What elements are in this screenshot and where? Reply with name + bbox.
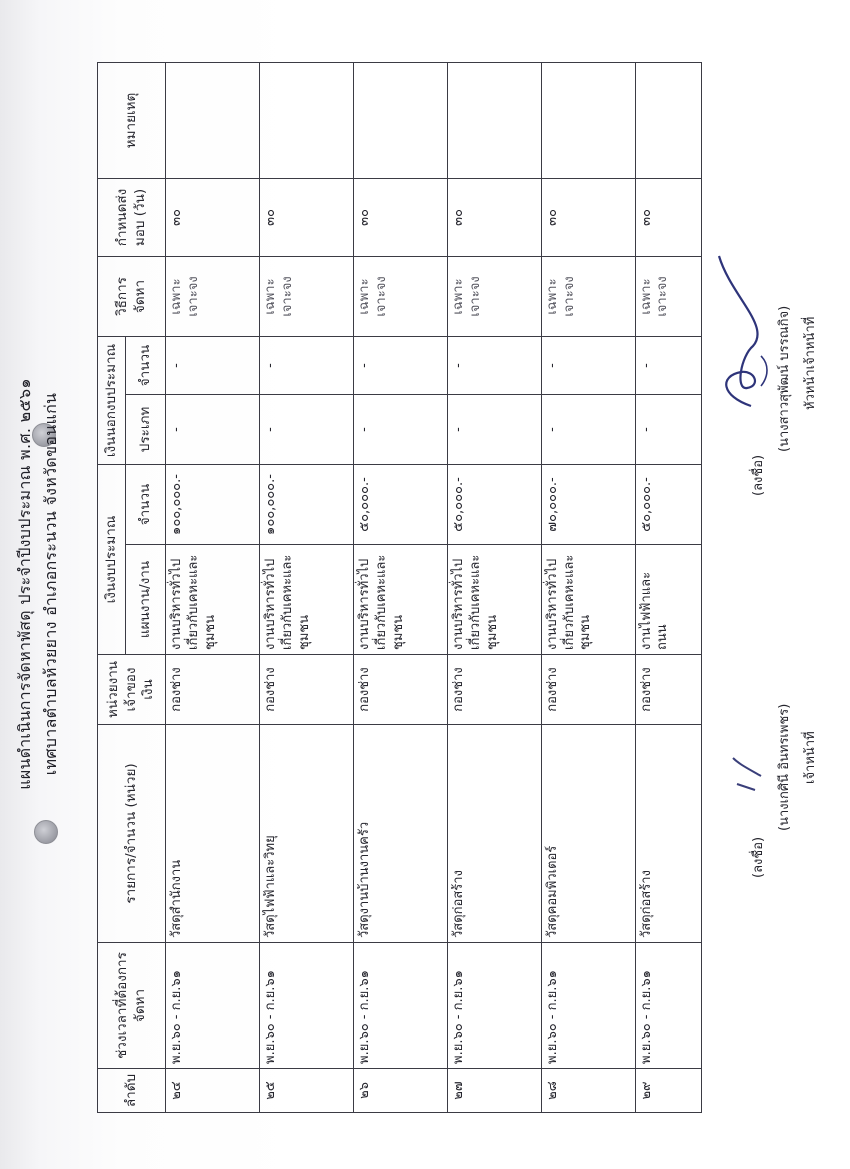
cell-off-amount: - (635, 336, 701, 394)
cell-off-amount: - (166, 336, 260, 394)
signer-position-left: เจ้าหน้าที่ (803, 731, 818, 784)
cell-note (166, 62, 260, 178)
header-item: รายการ/จำนวน (หน่วย) (98, 725, 166, 943)
cell-no: ๒๙ (635, 1069, 701, 1113)
table-row (541, 62, 635, 1112)
cell-off-type: - (541, 394, 635, 464)
header-offbudget: เงินนอกงบประมาณ (98, 336, 126, 464)
signature-scribble-left (727, 738, 767, 798)
cell-plan: งานบริหารทั่วไปเกี่ยวกับเคหะและชุมชน (447, 545, 541, 655)
cell-item: วัสดุสำนักงาน (166, 725, 260, 943)
cell-off-type: - (447, 394, 541, 464)
cell-off-type: - (353, 394, 447, 464)
procurement-table (97, 62, 702, 1113)
table-row (259, 62, 353, 1112)
rotated-page (0, 32, 850, 1136)
signature-scribble-right (711, 246, 777, 416)
cell-unit: กองช่าง (541, 655, 635, 725)
cell-plan: งานบริหารทั่วไปเกี่ยวกับเคหะและชุมชน (353, 545, 447, 655)
cell-plan: งานบริหารทั่วไปเกี่ยวกับเคหะและชุมชน (541, 545, 635, 655)
cell-method: เฉพาะเจาะจง (259, 256, 353, 336)
signer-name-left: (นางเกศินี อินทรเพชร) (777, 703, 792, 831)
cell-off-amount: - (541, 336, 635, 394)
cell-plan: งานไฟฟ้าและถนน (635, 545, 701, 655)
document-title: แผนดำเนินการจัดหาพัสดุ ประจำปีงบประมาณ พ.ศ. ๒๕๖๑ (15, 378, 34, 790)
cell-note (353, 62, 447, 178)
cell-amount: ๑๐๐,๐๐๐.- (166, 464, 260, 544)
cell-deadline: ๓๐ (635, 178, 701, 256)
cell-deadline: ๓๐ (541, 178, 635, 256)
table-row (635, 62, 701, 1112)
header-budget: เงินงบประมาณ (98, 464, 126, 654)
cell-unit: กองช่าง (353, 655, 447, 725)
cell-no: ๒๖ (353, 1069, 447, 1113)
cell-off-amount: - (353, 336, 447, 394)
cell-amount: ๑๐๐,๐๐๐.- (259, 464, 353, 544)
cell-note (447, 62, 541, 178)
header-off-type: ประเภท (126, 394, 166, 464)
cell-off-type: - (166, 394, 260, 464)
cell-unit: กองช่าง (166, 655, 260, 725)
cell-deadline: ๓๐ (259, 178, 353, 256)
cell-item: วัสดุก่อสร้าง (447, 725, 541, 943)
cell-method: เฉพาะเจาะจง (635, 256, 701, 336)
sign-label-left: (ลงชื่อ) (751, 836, 766, 878)
signer-position-right: หัวหน้าเจ้าหน้าที่ (803, 316, 818, 410)
cell-plan: งานบริหารทั่วไปเกี่ยวกับเคหะและชุมชน (259, 545, 353, 655)
cell-item: วัสดุคอมพิวเตอร์ (541, 725, 635, 943)
cell-note (259, 62, 353, 178)
cell-plan: งานบริหารทั่วไปเกี่ยวกับเคหะและชุมชน (166, 545, 260, 655)
cell-off-amount: - (447, 336, 541, 394)
cell-period: พ.ย.๖๐ - ก.ย.๖๑ (166, 943, 260, 1069)
header-period: ช่วงเวลาที่ต้องการจัดหา (98, 943, 166, 1069)
cell-amount: ๕๐,๐๐๐.- (353, 464, 447, 544)
sign-label-right: (ลงชื่อ) (751, 454, 766, 496)
cell-amount: ๕๐,๐๐๐.- (635, 464, 701, 544)
cell-method: เฉพาะเจาะจง (541, 256, 635, 336)
cell-note (635, 62, 701, 178)
cell-amount: ๕๐,๐๐๐.- (447, 464, 541, 544)
cell-period: พ.ย.๖๐ - ก.ย.๖๑ (259, 943, 353, 1069)
cell-amount: ๗๐,๐๐๐.- (541, 464, 635, 544)
table-row (166, 62, 260, 1112)
cell-period: พ.ย.๖๐ - ก.ย.๖๑ (353, 943, 447, 1069)
cell-unit: กองช่าง (635, 655, 701, 725)
cell-item: วัสดุงานบ้านงานครัว (353, 725, 447, 943)
cell-deadline: ๓๐ (353, 178, 447, 256)
cell-method: เฉพาะเจาะจง (447, 256, 541, 336)
header-method: วิธีการจัดหา (98, 256, 166, 336)
cell-method: เฉพาะเจาะจง (166, 256, 260, 336)
cell-unit: กองช่าง (259, 655, 353, 725)
cell-period: พ.ย.๖๐ - ก.ย.๖๑ (541, 943, 635, 1069)
cell-period: พ.ย.๖๐ - ก.ย.๖๑ (447, 943, 541, 1069)
cell-off-amount: - (259, 336, 353, 394)
cell-item: วัสดุไฟฟ้าและวิทยุ (259, 725, 353, 943)
header-deadline: กำหนดส่งมอบ (วัน) (98, 178, 166, 256)
header-budget-plan: แผนงาน/งาน (126, 545, 166, 655)
cell-no: ๒๘ (541, 1069, 635, 1113)
header-no: ลำดับ (98, 1069, 166, 1113)
header-budget-amount: จำนวน (126, 464, 166, 544)
signer-name-right: (นางสาวสุพัฒน์ บรรณกิจ) (777, 305, 792, 452)
cell-note (541, 62, 635, 178)
header-off-amount: จำนวน (126, 336, 166, 394)
cell-deadline: ๓๐ (166, 178, 260, 256)
header-note: หมายเหตุ (98, 62, 166, 178)
table-row (447, 62, 541, 1112)
cell-off-type: - (635, 394, 701, 464)
table-row (353, 62, 447, 1112)
cell-off-type: - (259, 394, 353, 464)
cell-no: ๒๔ (166, 1069, 260, 1113)
cell-no: ๒๕ (259, 1069, 353, 1113)
header-unit: หน่วยงานเจ้าของเงิน (98, 655, 166, 725)
cell-no: ๒๗ (447, 1069, 541, 1113)
document-subtitle: เทศบาลตำบลห้วยยาง อำเภอกระนวน จังหวัดขอนแก่น (41, 392, 60, 776)
cell-deadline: ๓๐ (447, 178, 541, 256)
cell-method: เฉพาะเจาะจง (353, 256, 447, 336)
cell-period: พ.ย.๖๐ - ก.ย.๖๑ (635, 943, 701, 1069)
cell-unit: กองช่าง (447, 655, 541, 725)
cell-item: วัสดุก่อสร้าง (635, 725, 701, 943)
